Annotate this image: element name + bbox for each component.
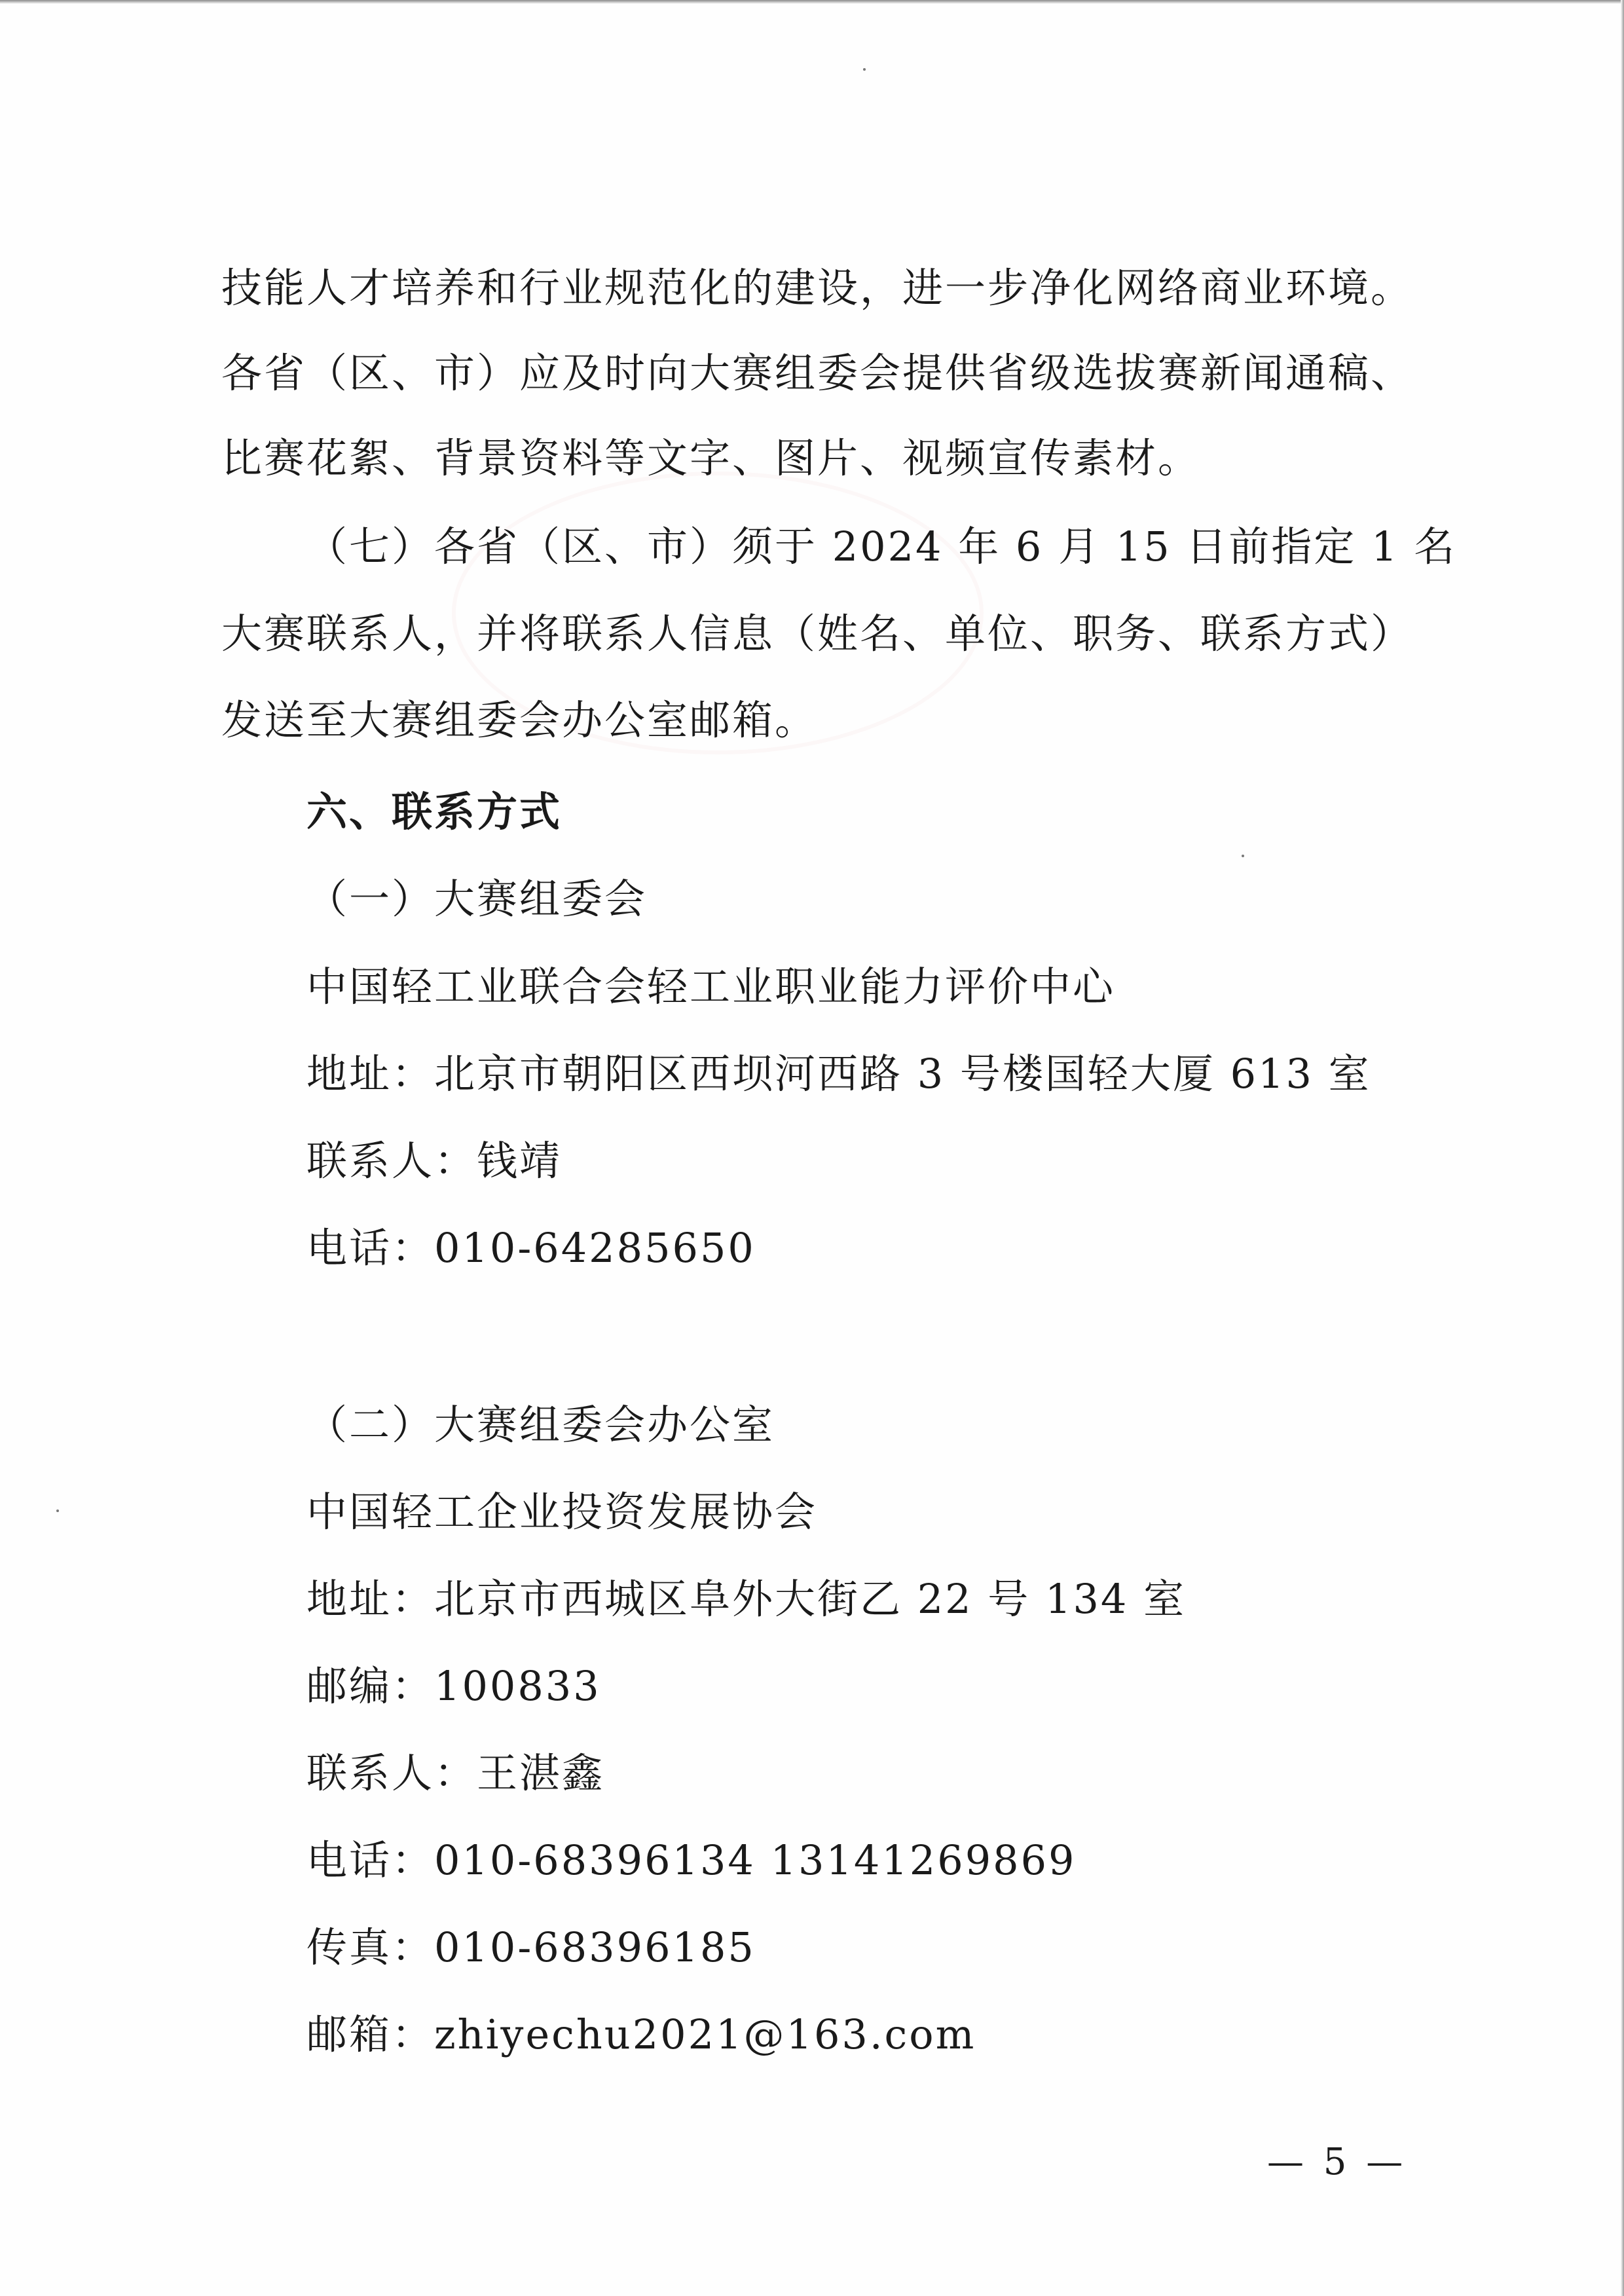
contact-1-address: 地址：北京市朝阳区西坝河西路 3 号楼国轻大厦 613 室: [306, 1050, 1371, 1098]
paragraph-line: 大赛联系人，并将联系人信息（姓名、单位、职务、联系方式）: [221, 610, 1414, 657]
scan-speck: [1242, 855, 1244, 857]
contact-2-postcode: 邮编：100833: [306, 1662, 601, 1710]
contact-2-address: 地址：北京市西城区阜外大街乙 22 号 134 室: [306, 1575, 1187, 1623]
scan-speck: [56, 1509, 59, 1512]
scan-edge-right: [1621, 0, 1624, 2296]
contact-1-person: 联系人：钱靖: [306, 1137, 563, 1185]
scan-speck: [863, 68, 866, 71]
scan-edge-top: [0, 0, 1624, 4]
contact-1-org: 中国轻工业联合会轻工业职业能力评价中心: [306, 963, 1116, 1010]
contact-2-person: 联系人：王湛鑫: [306, 1749, 605, 1797]
paragraph-line: 技能人才培养和行业规范化的建设，进一步净化网络商业环境。: [221, 264, 1414, 312]
contact-2-org: 中国轻工企业投资发展协会: [306, 1488, 818, 1536]
contact-2-phone: 电话：010-68396134 13141269869: [306, 1836, 1077, 1884]
paragraph-line: 比赛花絮、背景资料等文字、图片、视频宣传素材。: [221, 434, 1201, 482]
paragraph-line: （七）各省（区、市）须于 2024 年 6 月 15 日前指定 1 名: [306, 523, 1457, 570]
paragraph-line: 各省（区、市）应及时向大赛组委会提供省级选拔赛新闻通稿、: [221, 349, 1414, 397]
paragraph-line: 发送至大赛组委会办公室邮箱。: [221, 696, 818, 744]
section-heading: 六、联系方式: [306, 788, 563, 836]
contact-2-email: 邮箱：zhiyechu2021@163.com: [306, 2010, 976, 2058]
contact-2-title: （二）大赛组委会办公室: [306, 1401, 775, 1449]
contact-1-phone: 电话：010-64285650: [306, 1224, 756, 1272]
contact-2-fax: 传真：010-68396185: [306, 1923, 756, 1971]
page-number: — 5 —: [1267, 2141, 1407, 2183]
contact-1-title: （一）大赛组委会: [306, 875, 648, 923]
